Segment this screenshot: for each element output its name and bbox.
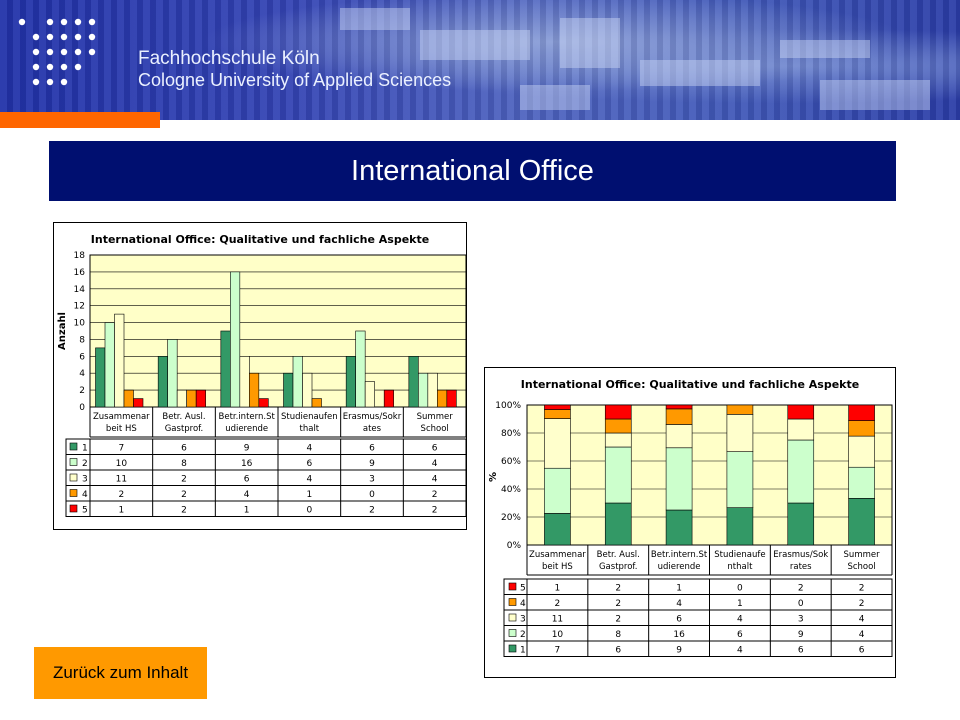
stacked-bar-segment: [788, 405, 814, 419]
table-cell: 2: [118, 490, 125, 500]
table-cell: 4: [306, 474, 313, 485]
x-category-label: Gastprof.: [164, 424, 204, 434]
bar: [428, 373, 438, 407]
stacked-bar-segment: [666, 448, 692, 510]
table-cell: 2: [615, 614, 622, 625]
bar: [312, 399, 322, 407]
stacked-bar-segment: [849, 436, 875, 467]
legend-swatch: [509, 583, 516, 590]
legend-swatch: [509, 599, 516, 606]
table-cell: 6: [369, 443, 375, 454]
x-category-label: Betr.intern.St: [650, 550, 708, 560]
stacked-bar-segment: [849, 405, 875, 421]
bar: [437, 390, 447, 407]
table-cell: 4: [676, 599, 682, 609]
logo-dot: [33, 49, 39, 55]
table-cell: 8: [615, 630, 622, 640]
table-cell: 1: [554, 583, 561, 594]
y-tick-label: 60%: [500, 457, 521, 467]
x-category-label: Summer: [843, 550, 880, 560]
logo-dot: [89, 19, 95, 25]
bar: [365, 382, 375, 407]
x-category-label: Betr.intern.St: [218, 412, 275, 422]
table-cell: 2: [858, 599, 865, 609]
table-cell: 7: [554, 645, 561, 656]
legend-label: 3: [520, 614, 526, 625]
logo-dot: [47, 79, 53, 85]
stacked-bar-segment: [544, 405, 570, 410]
x-category-label: beit HS: [542, 562, 573, 572]
accent-bar: [0, 112, 160, 128]
table-cell: 2: [181, 505, 187, 516]
table-cell: 1: [676, 583, 682, 594]
table-cell: 6: [431, 443, 438, 454]
stacked-bar-segment: [544, 419, 570, 469]
bar: [249, 373, 258, 407]
table-cell: 9: [369, 459, 375, 469]
table-cell: 6: [306, 459, 313, 469]
stacked-bar-segment: [788, 503, 814, 545]
bar: [240, 356, 250, 407]
table-cell: 1: [243, 505, 250, 516]
table-cell: 2: [181, 490, 187, 500]
y-tick-label: 14: [73, 284, 85, 295]
logo-dot: [89, 49, 95, 55]
table-cell: 6: [615, 645, 622, 656]
logo-dot: [75, 34, 81, 40]
y-tick-label: 12: [73, 301, 85, 312]
table-cell: 4: [431, 474, 438, 485]
logo-dot: [75, 64, 81, 70]
table-cell: 2: [554, 599, 561, 609]
legend-label: 2: [82, 459, 88, 469]
table-cell: 1: [737, 599, 743, 609]
table-cell: 2: [615, 583, 622, 594]
table-cell: 2: [181, 474, 187, 485]
stacked-percent-chart: [484, 367, 896, 678]
table-cell: 1: [306, 490, 313, 500]
table-cell: 4: [306, 443, 313, 454]
bar: [105, 323, 115, 407]
x-category-label: rates: [789, 562, 812, 572]
x-category-label: ates: [362, 424, 382, 434]
table-cell: 2: [615, 599, 622, 609]
table-cell: 6: [737, 630, 743, 640]
bar: [96, 348, 106, 407]
x-category-label: Zusammenar: [92, 412, 150, 422]
table-cell: 4: [737, 645, 743, 656]
x-category-label: School: [420, 424, 449, 434]
stacked-bar-segment: [788, 440, 814, 503]
stacked-bar-segment: [605, 447, 631, 503]
bar: [447, 390, 457, 407]
y-tick-label: 18: [73, 251, 85, 261]
stacked-bar-segment: [666, 424, 692, 447]
y-tick-label: 8: [79, 335, 85, 346]
bar: [124, 390, 134, 407]
stacked-bar-segment: [544, 513, 570, 545]
bar: [409, 356, 419, 407]
stacked-bar-segment: [788, 419, 814, 440]
stacked-bar-segment: [605, 419, 631, 433]
bar: [346, 356, 356, 407]
table-cell: 9: [243, 443, 250, 454]
stacked-bar-segment: [666, 405, 692, 409]
x-category-label: Gastprof.: [598, 562, 638, 572]
logo-dot: [75, 19, 81, 25]
y-axis-label: Anzahl: [57, 312, 68, 350]
legend-swatch: [70, 443, 77, 450]
x-category-label: Zusammenar: [529, 550, 586, 560]
logo-dot: [61, 49, 67, 55]
bar: [303, 373, 313, 407]
stacked-bar-segment: [544, 468, 570, 513]
x-category-label: beit HS: [105, 424, 137, 434]
y-tick-label: 80%: [500, 429, 521, 439]
logo-dot: [33, 64, 39, 70]
logo-dot: [47, 19, 53, 25]
y-tick-label: 0%: [506, 541, 521, 551]
table-cell: 8: [181, 459, 187, 469]
stacked-bar-segment: [605, 405, 631, 419]
bar: [418, 373, 428, 407]
logo-dot: [47, 49, 53, 55]
y-tick-label: 16: [73, 267, 85, 278]
stacked-bar-segment: [605, 433, 631, 447]
x-category-label: Betr. Ausl.: [162, 412, 206, 422]
table-cell: 16: [673, 630, 685, 640]
bar: [187, 390, 197, 407]
logo-dot: [61, 19, 67, 25]
stacked-bar-segment: [544, 410, 570, 419]
bar: [196, 390, 206, 407]
table-cell: 4: [858, 630, 865, 640]
x-category-label: Studienaufen: [280, 412, 338, 422]
university-logo: [18, 16, 128, 96]
table-cell: 2: [431, 505, 438, 516]
legend-swatch: [70, 505, 77, 512]
x-category-label: Studienaufe: [714, 550, 766, 560]
x-category-label: nthalt: [727, 562, 753, 572]
bar: [177, 390, 187, 407]
legend-label: 1: [520, 645, 526, 656]
chart-title: International Office: Qualitative und fachliche Aspekte: [520, 378, 860, 391]
y-tick-label: 20%: [500, 513, 521, 523]
table-cell: 1: [118, 505, 125, 516]
y-tick-label: 40%: [500, 485, 521, 495]
bar: [134, 399, 144, 407]
table-cell: 7: [118, 443, 125, 454]
stacked-bar-segment: [605, 503, 631, 545]
table-cell: 9: [676, 645, 682, 656]
logo-dot: [61, 34, 67, 40]
university-name-english: Cologne University of Applied Sciences: [138, 70, 452, 90]
table-cell: 0: [737, 583, 743, 594]
y-tick-label: 2: [79, 386, 85, 397]
page-title: International Office: [49, 141, 896, 201]
table-cell: 0: [797, 599, 804, 609]
bar: [168, 339, 178, 407]
y-tick-label: 6: [79, 352, 85, 363]
stacked-bar-segment: [849, 421, 875, 437]
logo-dot: [61, 64, 67, 70]
table-cell: 3: [797, 614, 804, 625]
table-cell: 10: [551, 630, 564, 640]
chart-title: International Office: Qualitative und fachliche Aspekte: [90, 233, 430, 246]
stacked-bar-segment: [849, 498, 875, 545]
table-cell: 4: [431, 459, 438, 469]
x-category-label: thalt: [299, 424, 320, 434]
table-cell: 9: [797, 630, 804, 640]
table-cell: 4: [737, 614, 743, 625]
table-cell: 6: [858, 645, 865, 656]
back-to-contents-button[interactable]: Zurück zum Inhalt: [34, 647, 207, 699]
y-tick-label: 100%: [495, 401, 521, 411]
table-cell: 6: [243, 474, 250, 485]
logo-dot: [89, 34, 95, 40]
y-tick-label: 4: [79, 369, 85, 380]
table-cell: 11: [115, 474, 128, 485]
plot-area: [527, 405, 892, 545]
table-cell: 6: [676, 614, 682, 625]
legend-swatch: [70, 490, 77, 497]
logo-dot: [75, 49, 81, 55]
x-category-label: Erasmus/Sokr: [342, 412, 402, 422]
bar: [284, 373, 294, 407]
legend-swatch: [509, 645, 516, 652]
table-cell: 16: [240, 459, 253, 469]
bar-chart-counts: [53, 222, 467, 530]
bar: [221, 331, 231, 407]
x-category-label: Erasmus/Sok: [773, 550, 829, 560]
table-cell: 6: [797, 645, 804, 656]
stacked-bar-segment: [727, 414, 753, 451]
legend-label: 5: [520, 583, 526, 594]
legend-label: 2: [520, 630, 526, 640]
legend-swatch: [509, 614, 516, 621]
table-cell: 0: [369, 490, 375, 500]
legend-label: 1: [82, 443, 88, 454]
x-category-label: udierende: [657, 562, 701, 572]
logo-dot: [61, 79, 67, 85]
legend-label: 5: [82, 505, 88, 516]
stacked-bar-segment: [727, 452, 753, 508]
legend-swatch: [70, 459, 77, 466]
bar: [356, 331, 366, 407]
bar: [293, 356, 303, 407]
y-tick-label: 10: [73, 318, 85, 329]
logo-dot: [19, 19, 25, 25]
x-category-label: Betr. Ausl.: [596, 550, 640, 560]
legend-swatch: [70, 474, 77, 481]
university-name-german: Fachhochschule Köln: [138, 48, 320, 69]
y-tick-label: 0: [79, 403, 85, 413]
bar: [158, 356, 168, 407]
table-cell: 4: [243, 490, 250, 500]
header-banner: [0, 0, 960, 120]
table-cell: 0: [306, 505, 313, 516]
table-cell: 6: [181, 443, 187, 454]
bar: [259, 399, 269, 407]
table-cell: 3: [369, 474, 375, 485]
table-cell: 4: [858, 614, 865, 625]
table-cell: 2: [858, 583, 865, 594]
x-category-label: Summer: [416, 412, 453, 422]
logo-dot: [47, 64, 53, 70]
stacked-bar-segment: [666, 510, 692, 545]
legend-swatch: [509, 630, 516, 637]
table-cell: 2: [369, 505, 375, 516]
x-category-label: School: [847, 562, 876, 572]
stacked-bar-segment: [727, 405, 753, 414]
bar: [115, 314, 125, 407]
legend-label: 3: [82, 474, 88, 485]
legend-label: 4: [520, 599, 526, 609]
table-cell: 11: [551, 614, 564, 625]
table-cell: 2: [797, 583, 804, 594]
logo-dot: [33, 79, 39, 85]
bar: [384, 390, 394, 407]
table-cell: 2: [431, 490, 438, 500]
y-axis-label: %: [488, 471, 499, 483]
legend-label: 4: [82, 490, 88, 500]
stacked-bar-segment: [666, 409, 692, 425]
table-cell: 10: [115, 459, 128, 469]
stacked-bar-segment: [849, 467, 875, 498]
logo-dot: [33, 34, 39, 40]
x-category-label: udierende: [225, 424, 269, 434]
stacked-bar-segment: [727, 508, 753, 545]
logo-dot: [47, 34, 53, 40]
bar: [230, 272, 240, 407]
